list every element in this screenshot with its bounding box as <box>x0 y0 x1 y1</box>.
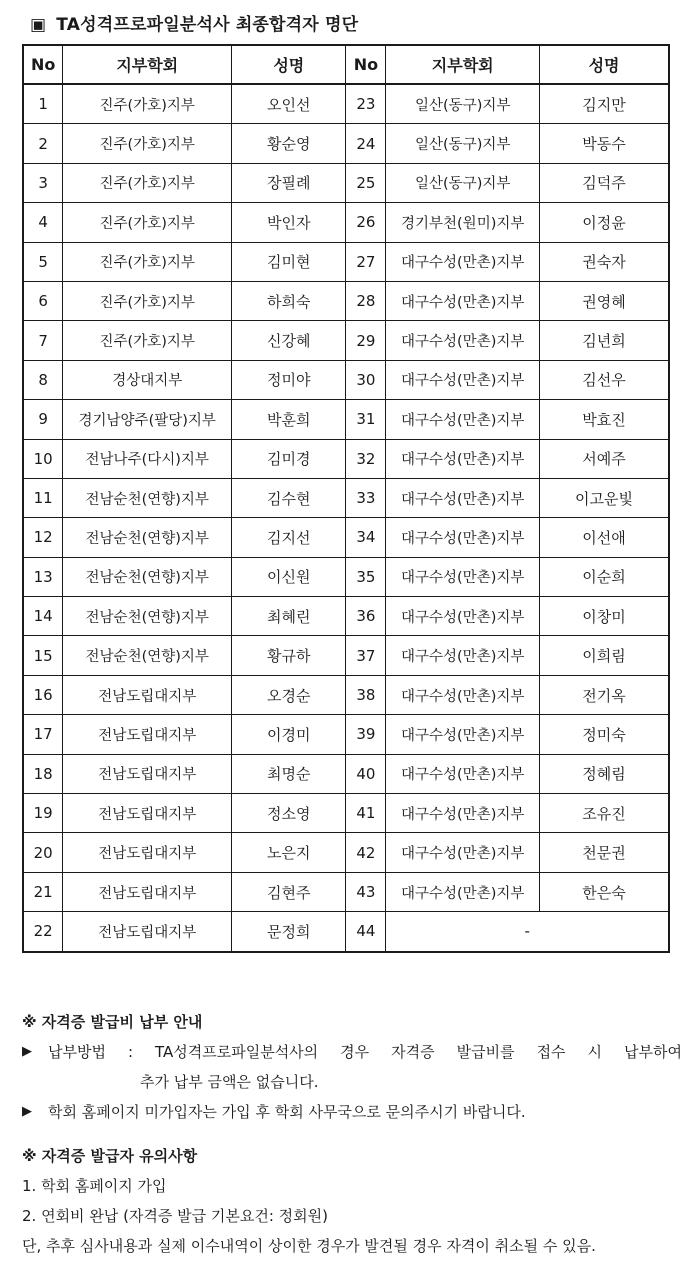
branch-cell-right: 일산(동구)지부 <box>386 84 540 124</box>
branch-cell-left: 전남도립대지부 <box>63 912 232 952</box>
name-cell-left: 김수현 <box>232 478 346 517</box>
row-number-left: 8 <box>23 360 63 399</box>
issuance-notes-section <box>22 1141 682 1261</box>
issuance-note-item: 2. 연회비 완납 (자격증 발급 기본요건: 정회원) <box>22 1207 329 1225</box>
branch-cell-left: 진주(가호)지부 <box>63 321 232 360</box>
row-number-left: 20 <box>23 833 63 872</box>
table-row <box>23 163 669 202</box>
row-number-left: 11 <box>23 478 63 517</box>
header-no-right: No <box>346 45 386 84</box>
fee-notice-section <box>22 1007 682 1127</box>
name-cell-left: 최명순 <box>232 754 346 793</box>
row-number-left: 12 <box>23 518 63 557</box>
empty-merged-cell: - <box>386 912 669 952</box>
branch-cell-right: 일산(동구)지부 <box>386 163 540 202</box>
row-number-right: 42 <box>346 833 386 872</box>
branch-cell-right: 대구수성(만촌)지부 <box>386 597 540 636</box>
table-row <box>23 715 669 754</box>
page-title-text: TA성격프로파일분석사 최종합격자 명단 <box>56 15 359 35</box>
name-cell-right: 이희림 <box>540 636 669 675</box>
row-number-right: 31 <box>346 400 386 439</box>
table-row <box>23 518 669 557</box>
branch-cell-left: 전남도립대지부 <box>63 754 232 793</box>
passers-table <box>22 44 670 953</box>
table-row <box>23 400 669 439</box>
name-cell-left: 오경순 <box>232 675 346 714</box>
row-number-right: 32 <box>346 439 386 478</box>
name-cell-left: 이경미 <box>232 715 346 754</box>
table-row <box>23 242 669 281</box>
row-number-left: 17 <box>23 715 63 754</box>
header-branch-left: 지부학회 <box>63 45 232 84</box>
row-number-left: 22 <box>23 912 63 952</box>
row-number-left: 15 <box>23 636 63 675</box>
name-cell-left: 김미경 <box>232 439 346 478</box>
branch-cell-right: 대구수성(만촌)지부 <box>386 715 540 754</box>
row-number-right: 39 <box>346 715 386 754</box>
branch-cell-right: 대구수성(만촌)지부 <box>386 518 540 557</box>
table-row <box>23 478 669 517</box>
name-cell-left: 노은지 <box>232 833 346 872</box>
name-cell-left: 김지선 <box>232 518 346 557</box>
branch-cell-left: 전남나주(다시)지부 <box>63 439 232 478</box>
table-row <box>23 636 669 675</box>
name-cell-right: 권숙자 <box>540 242 669 281</box>
row-number-left: 4 <box>23 203 63 242</box>
table-body <box>23 84 669 952</box>
table-header-row <box>23 45 669 84</box>
name-cell-left: 정미야 <box>232 360 346 399</box>
row-number-right: 29 <box>346 321 386 360</box>
row-number-right: 30 <box>346 360 386 399</box>
branch-cell-left: 진주(가호)지부 <box>63 84 232 124</box>
name-cell-right: 이선애 <box>540 518 669 557</box>
name-cell-right: 정혜림 <box>540 754 669 793</box>
name-cell-right: 박효진 <box>540 400 669 439</box>
name-cell-left: 황규하 <box>232 636 346 675</box>
row-number-left: 3 <box>23 163 63 202</box>
branch-cell-right: 대구수성(만촌)지부 <box>386 833 540 872</box>
membership-inquiry-text: 학회 홈페이지 미가입자는 가입 후 학회 사무국으로 문의주시기 바랍니다. <box>48 1103 526 1121</box>
row-number-right: 26 <box>346 203 386 242</box>
table-row <box>23 675 669 714</box>
row-number-left: 1 <box>23 84 63 124</box>
branch-cell-right: 대구수성(만촌)지부 <box>386 794 540 833</box>
table-row <box>23 203 669 242</box>
square-marker-icon: ▣ <box>30 15 47 35</box>
fee-payment-method-continued: 추가 납부 금액은 없습니다. <box>140 1073 319 1091</box>
branch-cell-left: 전남순천(연향)지부 <box>63 636 232 675</box>
branch-cell-left: 전남도립대지부 <box>63 794 232 833</box>
branch-cell-right: 대구수성(만촌)지부 <box>386 400 540 439</box>
table-row <box>23 833 669 872</box>
branch-cell-right: 일산(동구)지부 <box>386 124 540 163</box>
fee-notice-heading: ※ 자격증 발급비 납부 안내 <box>22 1013 203 1031</box>
branch-cell-left: 진주(가호)지부 <box>63 281 232 320</box>
arrow-bullet-icon: ▶ <box>22 1104 32 1119</box>
table-row <box>23 321 669 360</box>
branch-cell-right: 대구수성(만촌)지부 <box>386 872 540 911</box>
row-number-left: 5 <box>23 242 63 281</box>
table-row <box>23 124 669 163</box>
name-cell-right: 권영혜 <box>540 281 669 320</box>
row-number-right: 24 <box>346 124 386 163</box>
row-number-left: 16 <box>23 675 63 714</box>
row-number-left: 13 <box>23 557 63 596</box>
name-cell-right: 천문권 <box>540 833 669 872</box>
branch-cell-left: 진주(가호)지부 <box>63 203 232 242</box>
branch-cell-left: 전남도립대지부 <box>63 872 232 911</box>
row-number-left: 6 <box>23 281 63 320</box>
name-cell-left: 이신원 <box>232 557 346 596</box>
branch-cell-right: 경기부천(원미)지부 <box>386 203 540 242</box>
name-cell-left: 하희숙 <box>232 281 346 320</box>
issuance-note-item: 1. 학회 홈페이지 가입 <box>22 1177 167 1195</box>
row-number-right: 38 <box>346 675 386 714</box>
branch-cell-left: 전남도립대지부 <box>63 833 232 872</box>
fee-notice-item <box>22 1037 682 1067</box>
issuance-disclaimer: 단, 추후 심사내용과 실제 이수내역이 상이한 경우가 발견될 경우 자격이 취소될 수 있음. <box>22 1237 596 1255</box>
row-number-right: 33 <box>346 478 386 517</box>
name-cell-left: 신강혜 <box>232 321 346 360</box>
table-row <box>23 912 669 952</box>
branch-cell-right: 대구수성(만촌)지부 <box>386 557 540 596</box>
table-row <box>23 439 669 478</box>
row-number-right: 35 <box>346 557 386 596</box>
branch-cell-left: 진주(가호)지부 <box>63 163 232 202</box>
row-number-right: 41 <box>346 794 386 833</box>
branch-cell-right: 대구수성(만촌)지부 <box>386 754 540 793</box>
name-cell-left: 장필례 <box>232 163 346 202</box>
fee-payment-method-text: 납부방법 : TA성격프로파일분석사의 경우 자격증 발급비를 접수 시 납부하여 <box>48 1043 682 1061</box>
row-number-left: 14 <box>23 597 63 636</box>
page-title <box>30 10 358 35</box>
name-cell-left: 박훈희 <box>232 400 346 439</box>
branch-cell-right: 대구수성(만촌)지부 <box>386 675 540 714</box>
branch-cell-right: 대구수성(만촌)지부 <box>386 242 540 281</box>
branch-cell-right: 대구수성(만촌)지부 <box>386 321 540 360</box>
row-number-right: 25 <box>346 163 386 202</box>
name-cell-right: 전기옥 <box>540 675 669 714</box>
branch-cell-right: 대구수성(만촌)지부 <box>386 478 540 517</box>
name-cell-right: 박동수 <box>540 124 669 163</box>
name-cell-right: 이창미 <box>540 597 669 636</box>
row-number-right: 37 <box>346 636 386 675</box>
branch-cell-right: 대구수성(만촌)지부 <box>386 281 540 320</box>
name-cell-right: 한은숙 <box>540 872 669 911</box>
header-no-left: No <box>23 45 63 84</box>
branch-cell-left: 전남도립대지부 <box>63 675 232 714</box>
row-number-right: 43 <box>346 872 386 911</box>
table-row <box>23 794 669 833</box>
branch-cell-left: 전남순천(연향)지부 <box>63 518 232 557</box>
row-number-left: 18 <box>23 754 63 793</box>
branch-cell-left: 전남도립대지부 <box>63 715 232 754</box>
table-row <box>23 557 669 596</box>
row-number-right: 23 <box>346 84 386 124</box>
row-number-right: 28 <box>346 281 386 320</box>
name-cell-right: 이고운빛 <box>540 478 669 517</box>
issuance-notes-heading: ※ 자격증 발급자 유의사항 <box>22 1147 198 1165</box>
row-number-left: 21 <box>23 872 63 911</box>
name-cell-right: 김년희 <box>540 321 669 360</box>
row-number-right: 36 <box>346 597 386 636</box>
row-number-left: 19 <box>23 794 63 833</box>
name-cell-left: 최혜린 <box>232 597 346 636</box>
row-number-left: 10 <box>23 439 63 478</box>
header-name-left: 성명 <box>232 45 346 84</box>
branch-cell-left: 전남순천(연향)지부 <box>63 597 232 636</box>
branch-cell-left: 경기남양주(팔당)지부 <box>63 400 232 439</box>
name-cell-left: 오인선 <box>232 84 346 124</box>
branch-cell-left: 진주(가호)지부 <box>63 242 232 281</box>
name-cell-right: 서예주 <box>540 439 669 478</box>
name-cell-right: 정미숙 <box>540 715 669 754</box>
name-cell-left: 김현주 <box>232 872 346 911</box>
branch-cell-right: 대구수성(만촌)지부 <box>386 439 540 478</box>
name-cell-right: 조유진 <box>540 794 669 833</box>
table-row <box>23 754 669 793</box>
row-number-left: 2 <box>23 124 63 163</box>
name-cell-left: 정소영 <box>232 794 346 833</box>
header-branch-right: 지부학회 <box>386 45 540 84</box>
branch-cell-left: 진주(가호)지부 <box>63 124 232 163</box>
arrow-bullet-icon: ▶ <box>22 1044 32 1059</box>
branch-cell-left: 전남순천(연향)지부 <box>63 557 232 596</box>
table-row <box>23 597 669 636</box>
table-row <box>23 281 669 320</box>
branch-cell-right: 대구수성(만촌)지부 <box>386 360 540 399</box>
fee-notice-item <box>22 1097 682 1127</box>
branch-cell-left: 전남순천(연향)지부 <box>63 478 232 517</box>
name-cell-left: 박인자 <box>232 203 346 242</box>
name-cell-right: 김선우 <box>540 360 669 399</box>
branch-cell-right: 대구수성(만촌)지부 <box>386 636 540 675</box>
table-row <box>23 872 669 911</box>
row-number-left: 7 <box>23 321 63 360</box>
table-row <box>23 84 669 124</box>
header-name-right: 성명 <box>540 45 669 84</box>
row-number-right: 40 <box>346 754 386 793</box>
name-cell-right: 김지만 <box>540 84 669 124</box>
row-number-left: 9 <box>23 400 63 439</box>
branch-cell-left: 경상대지부 <box>63 360 232 399</box>
name-cell-left: 황순영 <box>232 124 346 163</box>
name-cell-left: 문정희 <box>232 912 346 952</box>
row-number-right: 44 <box>346 912 386 952</box>
name-cell-right: 이정윤 <box>540 203 669 242</box>
name-cell-right: 김덕주 <box>540 163 669 202</box>
table-row <box>23 360 669 399</box>
name-cell-left: 김미현 <box>232 242 346 281</box>
row-number-right: 27 <box>346 242 386 281</box>
name-cell-right: 이순희 <box>540 557 669 596</box>
row-number-right: 34 <box>346 518 386 557</box>
